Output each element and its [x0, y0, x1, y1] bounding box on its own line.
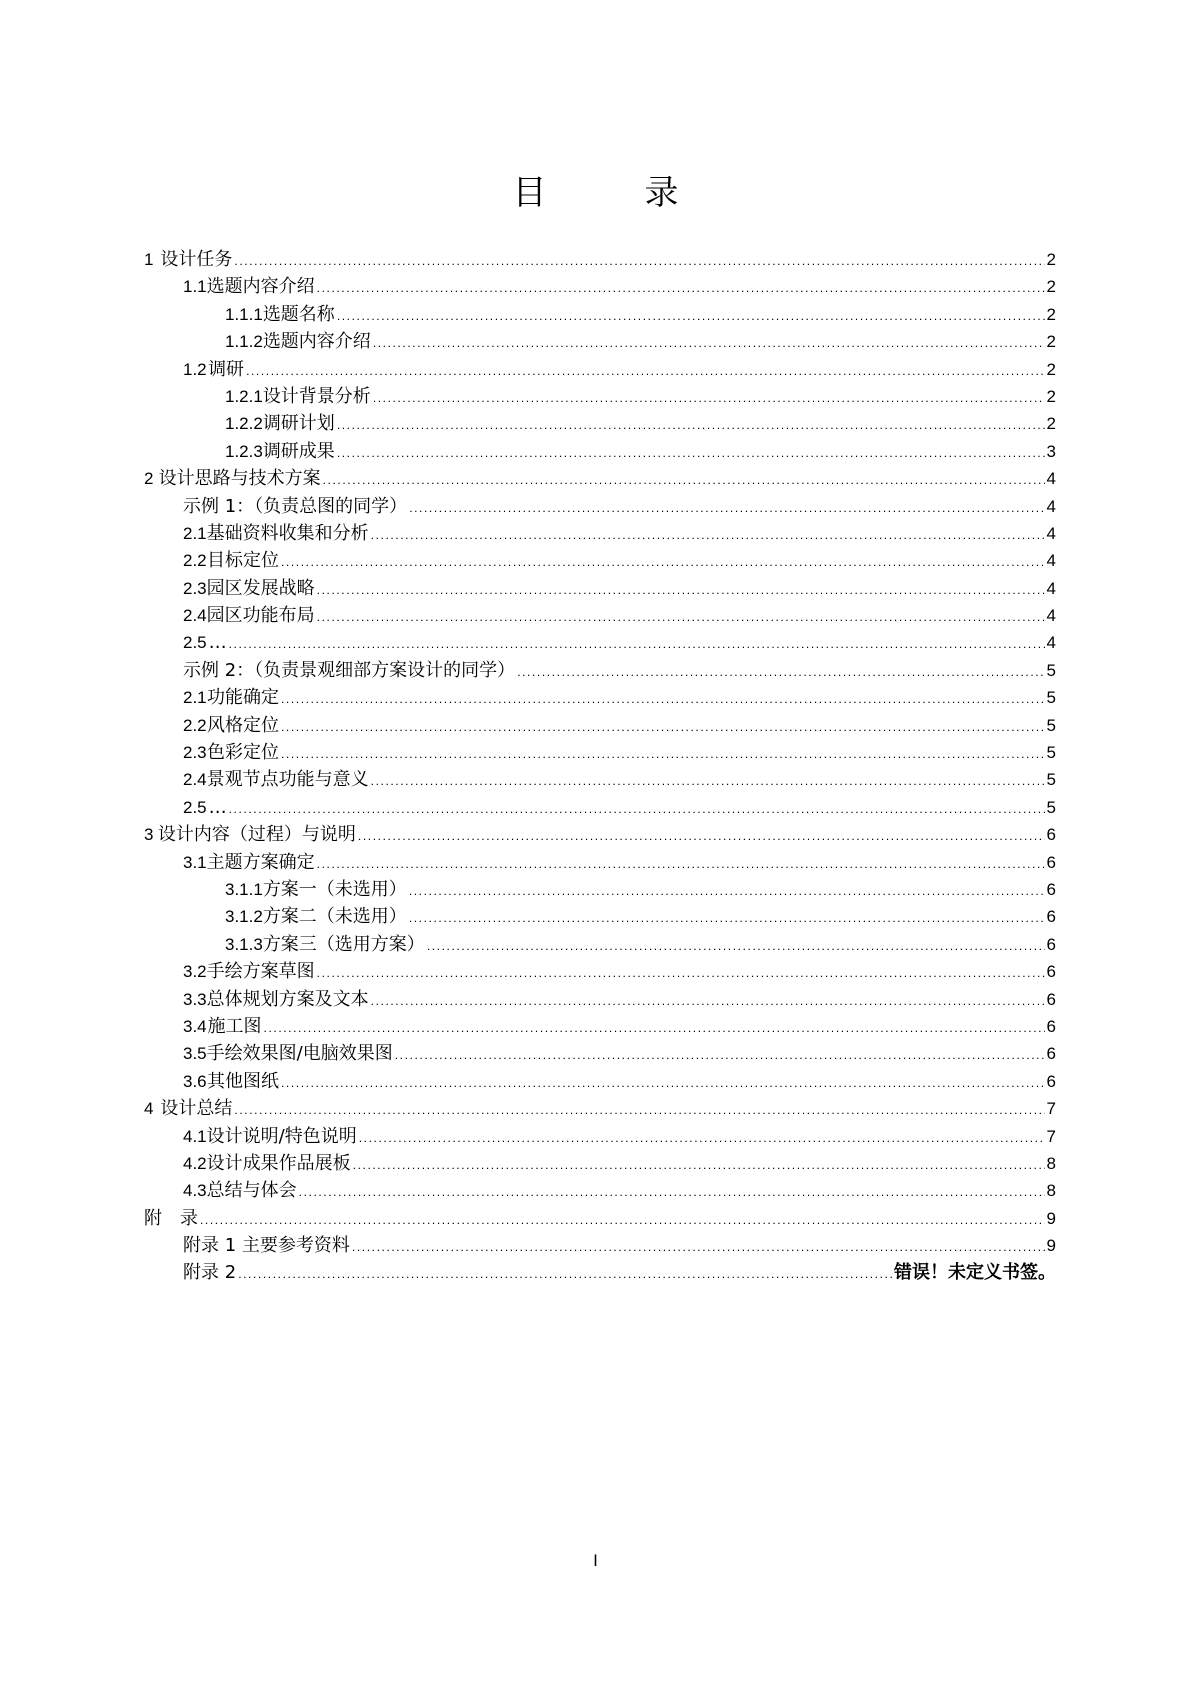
toc-entry[interactable]	[144, 1040, 1056, 1067]
toc-entry-number: 2.2	[183, 551, 207, 571]
toc-dot-leader	[353, 1152, 1045, 1179]
toc-entry-number: 3	[144, 825, 154, 845]
toc-dot-leader	[264, 1015, 1045, 1042]
toc-dot-leader	[371, 522, 1045, 549]
toc-entry-title: 其他图纸	[206, 1070, 279, 1092]
toc-entry-title: 设计任务	[160, 249, 233, 270]
toc-dot-leader	[281, 1070, 1045, 1097]
toc-entry[interactable]	[144, 575, 1056, 602]
toc-dot-leader	[317, 577, 1045, 604]
toc-entry-title: 手绘效果图/电脑效果图	[206, 1043, 393, 1065]
toc-dot-leader	[409, 905, 1045, 932]
toc-entry-page: 5	[1046, 688, 1056, 708]
toc-entry-number: 2.1	[183, 688, 207, 708]
toc-entry-title: 基础资料收集和分析	[206, 522, 369, 544]
toc-entry-title: 选题名称	[262, 303, 335, 325]
toc-entry-title: 风格定位	[206, 714, 279, 736]
toc-dot-leader	[358, 823, 1045, 850]
toc-entry-number: 1.2.1	[225, 386, 263, 406]
toc-entry-page: 9	[1046, 1236, 1056, 1256]
toc-entry[interactable]	[144, 739, 1056, 766]
toc-entry[interactable]	[144, 794, 1056, 821]
toc-entry[interactable]	[144, 328, 1056, 355]
toc-entry-page: 4	[1046, 469, 1056, 489]
toc-entry-title: 景观节点功能与意义	[206, 769, 369, 791]
toc-entry-number: 1.2	[183, 359, 207, 379]
toc-entry[interactable]	[144, 1068, 1056, 1095]
toc-entry-title: 设计成果作品展板	[206, 1152, 351, 1174]
toc-entry-number: 2.5	[183, 797, 207, 817]
toc-dot-leader	[373, 330, 1045, 357]
toc-dot-leader	[238, 1261, 892, 1288]
toc-entry[interactable]	[144, 356, 1056, 383]
toc-entry[interactable]	[144, 986, 1056, 1013]
toc-entry[interactable]	[144, 465, 1056, 492]
toc-entry-page: 9	[1046, 1208, 1056, 1228]
toc-dot-leader	[200, 1207, 1045, 1234]
toc-entry-page: 4	[1046, 633, 1056, 653]
toc-entry-page: 4	[1046, 551, 1056, 571]
toc-dot-leader	[323, 467, 1045, 494]
toc-entry-title: 示例 1：（负责总图的同学）	[183, 495, 408, 517]
toc-entry-number: 1.1.1	[225, 304, 263, 324]
toc-entry-page: 6	[1046, 989, 1056, 1009]
toc-entry-number: 4	[144, 1099, 154, 1119]
toc-entry-page: 2	[1046, 277, 1056, 297]
toc-entry-number: 2.5	[183, 633, 207, 653]
toc-entry-page: 2	[1046, 250, 1056, 269]
toc-entry-number: 3.1.1	[225, 879, 263, 899]
toc-entry-number: 4.1	[183, 1126, 207, 1146]
toc-entry-number: 1	[144, 250, 154, 269]
toc-entry-page: 4	[1046, 523, 1056, 543]
toc-entry[interactable]	[144, 629, 1056, 656]
toc-entry-title: 附录 1 主要参考资料	[183, 1235, 350, 1257]
toc-entry-page: 2	[1046, 386, 1056, 406]
toc-entry-title: …	[208, 632, 227, 654]
toc-entry-number: 2.3	[183, 578, 207, 598]
toc-entry-title: 总体规划方案及文本	[206, 988, 369, 1010]
toc-entry-error-message: 错误！未定义书签。	[894, 1262, 1056, 1284]
toc-entry-title: 方案一（未选用）	[262, 878, 407, 900]
toc-dot-leader	[234, 248, 1044, 275]
toc-dot-leader	[317, 604, 1045, 631]
toc-entry-number: 3.5	[183, 1044, 207, 1064]
toc-entry[interactable]	[144, 1259, 1056, 1286]
toc-dot-leader	[371, 988, 1045, 1015]
toc-entry[interactable]	[144, 931, 1056, 958]
toc-entry-page: 6	[1046, 852, 1056, 872]
toc-entry-title: 目标定位	[206, 550, 279, 572]
toc-entry-page: 5	[1046, 660, 1056, 680]
toc-entry-page: 6	[1046, 1044, 1056, 1064]
toc-dot-leader	[299, 1179, 1045, 1206]
toc-entry-page: 5	[1046, 770, 1056, 790]
toc-entry-title: 调研	[208, 358, 245, 380]
page-number-footer: I	[593, 1551, 598, 1570]
toc-entry[interactable]	[144, 821, 1056, 848]
toc-entry-page: 6	[1046, 962, 1056, 982]
toc-entry-number: 2.4	[183, 606, 207, 626]
toc-entry-title: 总结与体会	[206, 1180, 297, 1202]
toc-entry[interactable]	[144, 1013, 1056, 1040]
toc-dot-leader	[317, 851, 1045, 878]
toc-entry-page: 7	[1046, 1126, 1056, 1146]
toc-entry[interactable]	[144, 273, 1056, 300]
toc-entry-page: 5	[1046, 743, 1056, 763]
toc-entry-number: 3.4	[183, 1016, 207, 1036]
toc-dot-leader	[409, 878, 1045, 905]
toc-entry[interactable]	[144, 766, 1056, 793]
toc-entry-number: 4.3	[183, 1181, 207, 1201]
toc-entry[interactable]	[144, 1123, 1056, 1150]
toc-dot-leader	[409, 495, 1044, 522]
toc-entry-number: 3.1.2	[225, 907, 263, 927]
toc-dot-leader	[395, 1042, 1045, 1069]
toc-dot-leader	[371, 768, 1045, 795]
toc-dot-leader	[234, 1097, 1044, 1124]
toc-entry-title: 方案三（选用方案）	[262, 933, 425, 955]
toc-entry-page: 4	[1046, 496, 1056, 516]
toc-entry-title: 设计背景分析	[262, 385, 371, 407]
page-title: 目 录	[512, 173, 711, 213]
toc-dot-leader	[427, 933, 1045, 960]
toc-entry-page: 2	[1046, 332, 1056, 352]
toc-entry-title: 功能确定	[206, 687, 279, 709]
toc-entry[interactable]	[144, 547, 1056, 574]
toc-entry[interactable]	[144, 1232, 1056, 1259]
toc-entry-title: 调研成果	[262, 440, 335, 462]
toc-entry-title: 设计总结	[160, 1098, 233, 1120]
toc-entry-title: 主题方案确定	[206, 851, 315, 873]
toc-entry[interactable]	[144, 712, 1056, 739]
toc-entry-number: 4.2	[183, 1153, 207, 1173]
toc-entry-title: 设计思路与技术方案	[158, 468, 321, 490]
toc-entry-title: 色彩定位	[206, 742, 279, 764]
toc-entry-page: 3	[1046, 441, 1056, 461]
toc-entry[interactable]	[144, 383, 1056, 410]
toc-entry-page: 6	[1046, 879, 1056, 899]
toc-entry[interactable]	[144, 246, 1056, 273]
toc-entry-page: 7	[1046, 1099, 1056, 1119]
toc-entry-page: 2	[1046, 359, 1056, 379]
toc-entry[interactable]	[144, 1205, 1056, 1232]
toc-entry-number: 3.2	[183, 962, 207, 982]
toc-entry[interactable]	[144, 1150, 1056, 1177]
toc-entry-title: 选题内容介绍	[262, 331, 371, 353]
toc-entry-number: 3.1.3	[225, 934, 263, 954]
toc-entry[interactable]	[144, 903, 1056, 930]
toc-entry[interactable]	[144, 301, 1056, 328]
toc-entry-page: 8	[1046, 1181, 1056, 1201]
toc-dot-leader	[337, 440, 1045, 467]
toc-entry-page: 2	[1046, 304, 1056, 324]
toc-dot-leader	[373, 385, 1045, 412]
toc-entry-page: 6	[1046, 1071, 1056, 1091]
toc-entry-title: 选题内容介绍	[206, 276, 315, 298]
toc-entry[interactable]	[144, 410, 1056, 437]
toc-entry-number: 1.2.2	[225, 414, 263, 434]
toc-entry-number: 2.3	[183, 743, 207, 763]
toc-dot-leader	[246, 358, 1044, 385]
toc-entry-number: 3.6	[183, 1071, 207, 1091]
toc-entry-number: 3.3	[183, 989, 207, 1009]
toc-dot-leader	[359, 1125, 1045, 1152]
toc-entry-page: 6	[1046, 825, 1056, 845]
toc-entry-title: 手绘方案草图	[206, 961, 315, 983]
toc-entry-page: 6	[1046, 1016, 1056, 1036]
toc-entry-page: 2	[1046, 414, 1056, 434]
toc-dot-leader	[352, 1234, 1045, 1261]
toc-entry[interactable]	[144, 1177, 1056, 1204]
toc-entry-number: 2	[144, 469, 154, 489]
toc-entry-title: 方案二（未选用）	[262, 906, 407, 928]
toc-dot-leader	[229, 631, 1045, 658]
toc-dot-leader	[317, 960, 1045, 987]
toc-entry-title: 设计说明/特色说明	[206, 1125, 357, 1147]
toc-dot-leader	[517, 659, 1044, 686]
toc-entry[interactable]	[144, 876, 1056, 903]
toc-entry-page: 5	[1046, 715, 1056, 735]
toc-entry-title: 示例 2：（负责景观细部方案设计的同学）	[183, 659, 516, 681]
toc-entry[interactable]	[144, 520, 1056, 547]
toc-dot-leader	[337, 412, 1045, 439]
toc-entry[interactable]	[144, 958, 1056, 985]
toc-dot-leader	[317, 275, 1045, 302]
toc-entry[interactable]	[144, 684, 1056, 711]
toc-entry-title: 园区发展战略	[206, 577, 315, 599]
toc-entry-title: 调研计划	[262, 413, 335, 435]
toc-entry[interactable]	[144, 438, 1056, 465]
toc-entry-title: 设计内容（过程）与说明	[157, 824, 356, 846]
toc-entry-title: 施工图	[207, 1015, 262, 1037]
toc-entry-number: 2.1	[183, 523, 207, 543]
toc-entry[interactable]	[144, 602, 1056, 629]
toc-entry-number: 1.1.2	[225, 332, 263, 352]
table-of-contents	[144, 246, 1056, 1287]
toc-dot-leader	[281, 549, 1045, 576]
toc-dot-leader	[281, 714, 1045, 741]
toc-dot-leader	[337, 303, 1045, 330]
toc-dot-leader	[281, 686, 1045, 713]
toc-entry-title: …	[208, 796, 227, 818]
toc-entry-title: 园区功能布局	[206, 605, 315, 627]
toc-dot-leader	[229, 796, 1045, 823]
toc-entry[interactable]	[144, 1095, 1056, 1122]
toc-entry-page: 4	[1046, 578, 1056, 598]
toc-entry-page: 8	[1046, 1153, 1056, 1173]
toc-entry-page: 5	[1046, 797, 1056, 817]
toc-entry-number: 2.4	[183, 770, 207, 790]
toc-entry-page: 4	[1046, 606, 1056, 626]
toc-entry-number: 1.1	[183, 277, 207, 297]
toc-entry-title: 附录 2	[183, 1262, 237, 1284]
toc-entry-number: 1.2.3	[225, 441, 263, 461]
toc-entry[interactable]	[144, 849, 1056, 876]
toc-entry-page: 6	[1046, 907, 1056, 927]
toc-entry[interactable]	[144, 657, 1056, 684]
toc-entry-number: 2.2	[183, 715, 207, 735]
toc-entry-page: 6	[1046, 934, 1056, 954]
toc-dot-leader	[281, 741, 1045, 768]
toc-entry-number: 3.1	[183, 852, 207, 872]
toc-entry[interactable]	[144, 493, 1056, 520]
toc-entry-title: 附 录	[144, 1207, 198, 1229]
